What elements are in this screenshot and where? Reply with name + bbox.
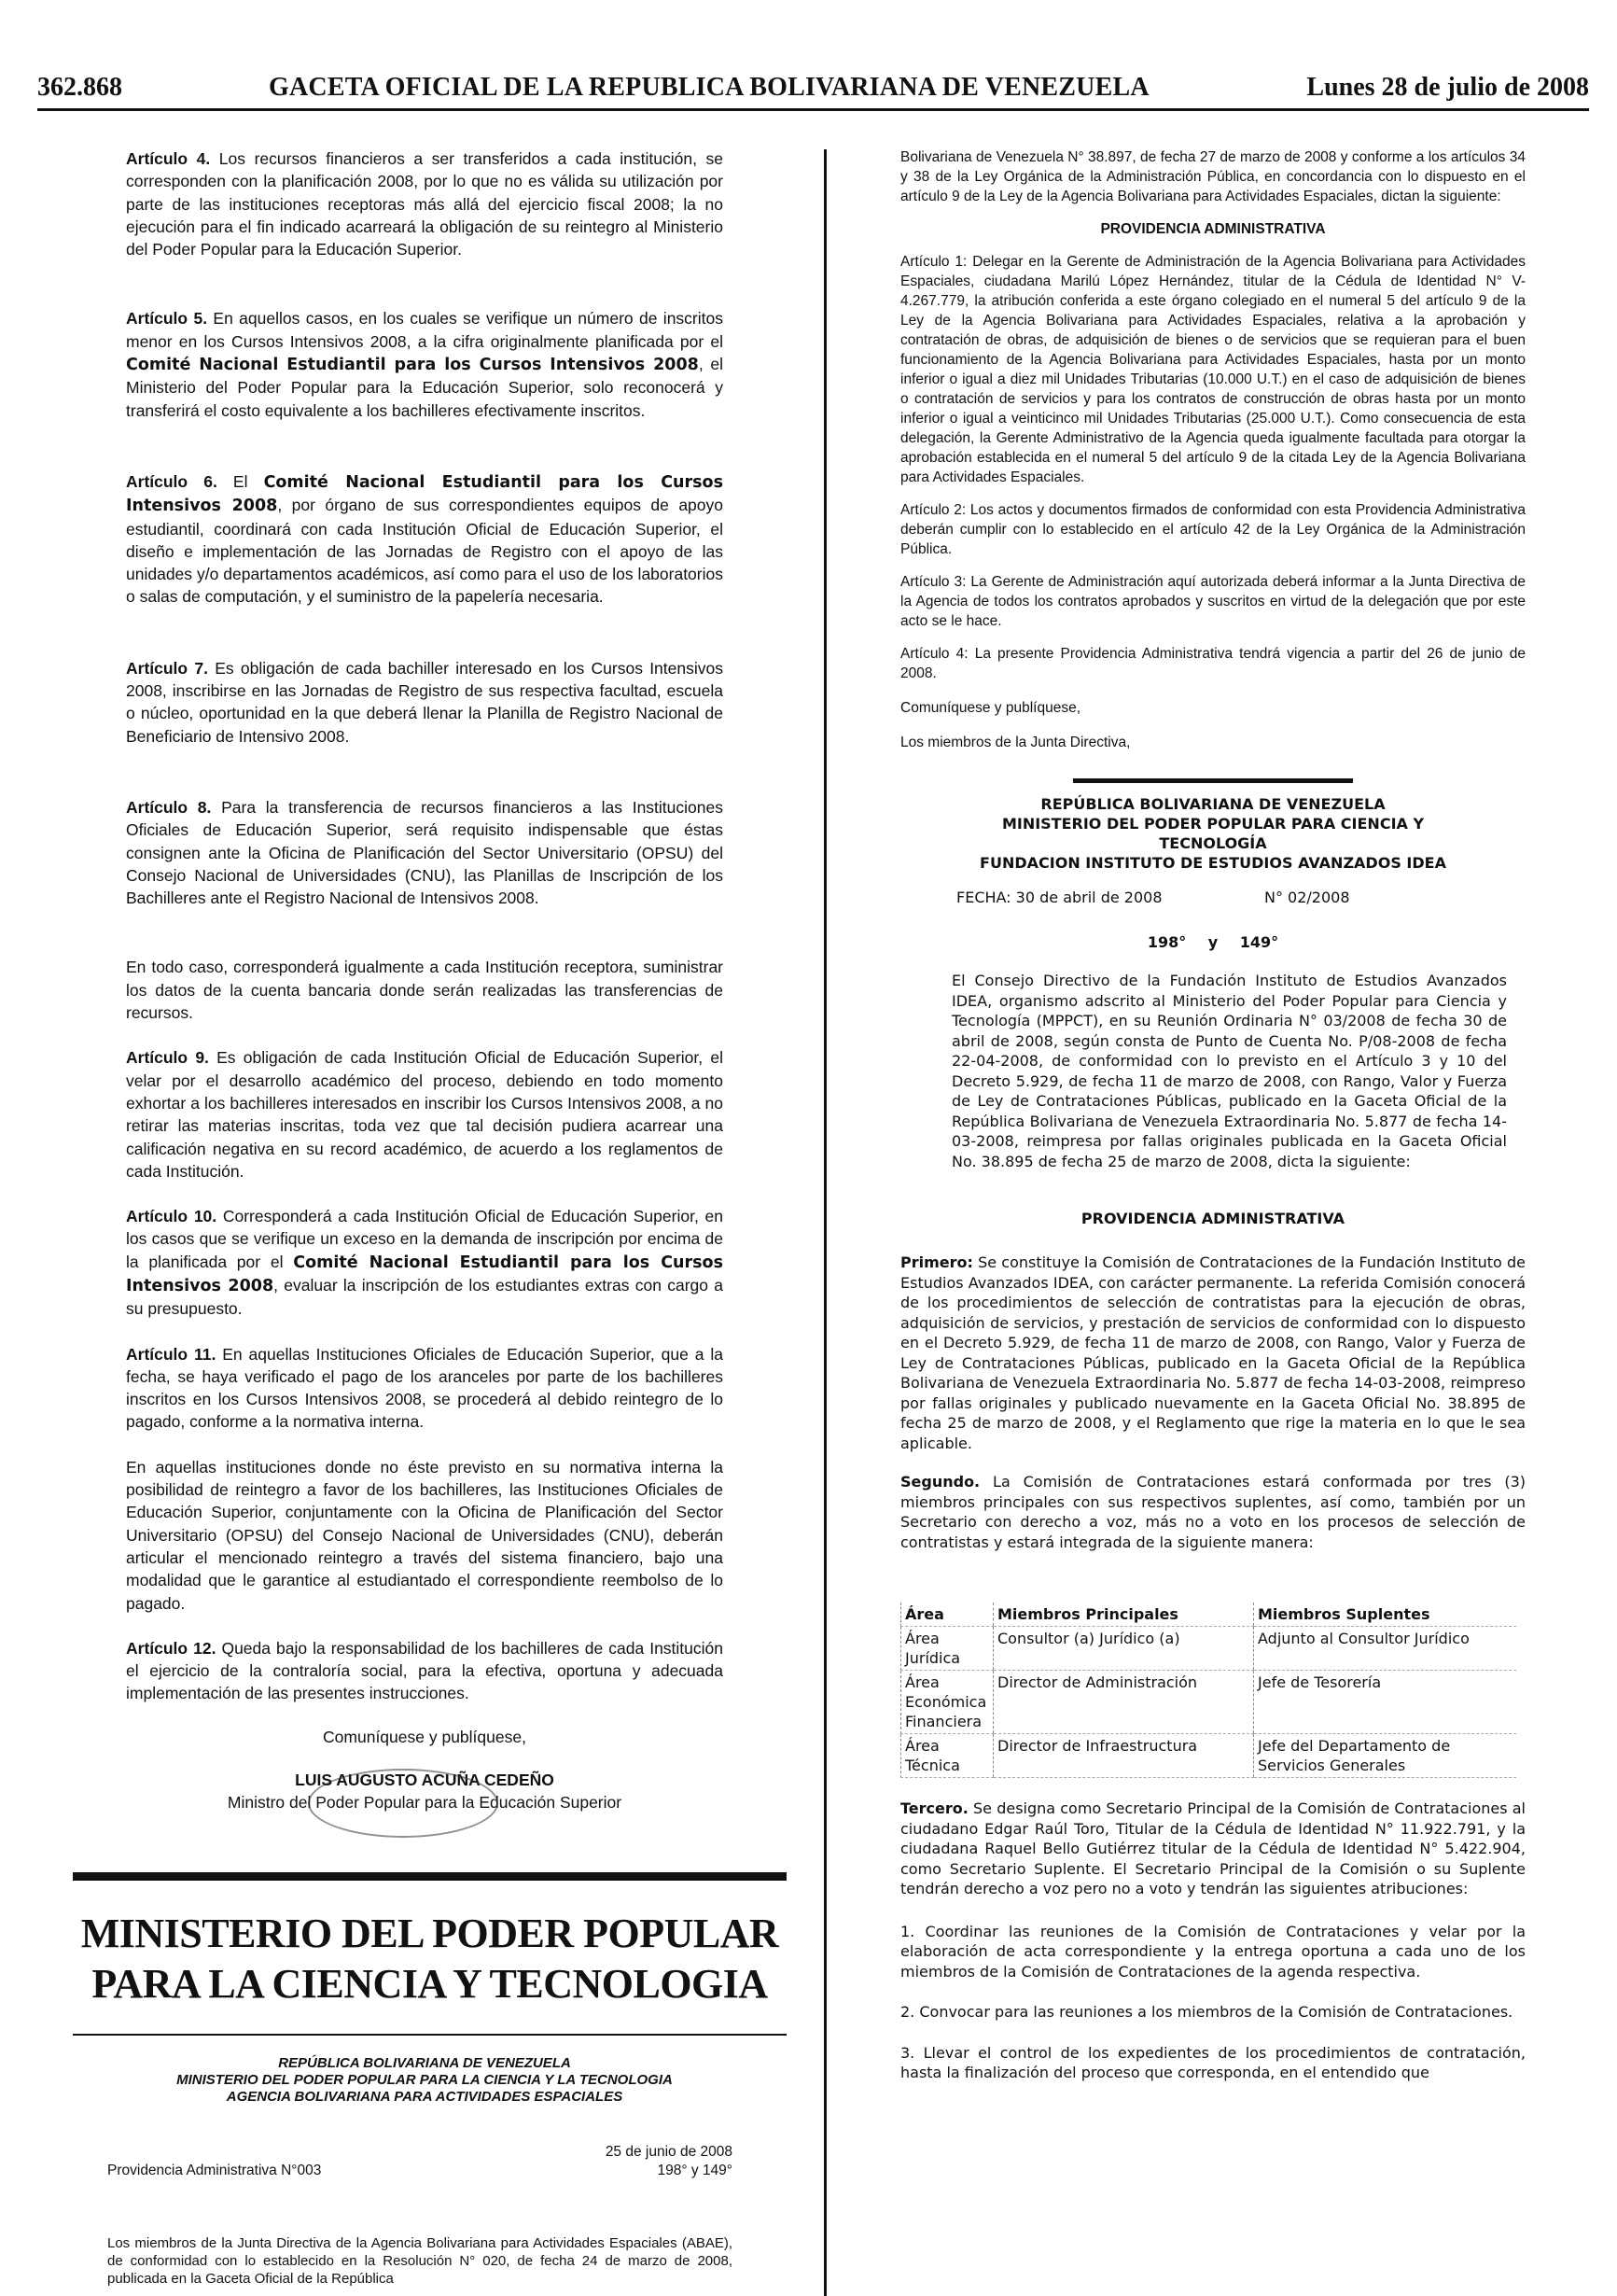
article-7: Artículo 7. Es obligación de cada bachiller interesado en los Cursos Intensivos 2008, inscribirse en las Jornadas de Registro de sus respectiva facultad, escuela o núcleo, oportunidad en la que deberá llenar la Planilla de Registro Nacional de Beneficiario de Intensivo 2008. (126, 658, 723, 746)
idea-years: 198° y 149° (1147, 933, 1279, 951)
signer-name: LUIS AUGUSTO ACUÑA CEDEÑO (295, 1771, 554, 1790)
abae-republic: REPÚBLICA BOLIVARIANA DE VENEZUELA (278, 2055, 571, 2071)
idea-segundo: Segundo. La Comisión de Contrataciones estará conformada por tres (3) miembros principales con sus respectivos suplentes, así como, también por un Secretario con derecho a voz, más no a voto en los procesos de selección de contratistas y estará integrada de la siguiente manera: (900, 1473, 1526, 1551)
section-rule (1073, 778, 1353, 783)
right-column (900, 147, 1526, 2083)
abae-closing: Comuníquese y publíquese, (900, 700, 1081, 716)
abae-agency: AGENCIA BOLIVARIANA PARA ACTIVIDADES ESPACIALES (226, 2089, 623, 2105)
table-row (901, 1671, 1517, 1734)
abae-provision-intro: Los miembros de la Junta Directiva de la Agencia Bolivariana para Actividades Espaciales (ABAE), de conformidad con lo establecido en la Resolución N° 020, de fecha 24 de marzo de 2008, publicada en la Gaceta Oficial de la República (107, 2235, 732, 2287)
idea-republic: REPÚBLICA BOLIVARIANA DE VENEZUELA (1040, 795, 1386, 813)
abae-article-2: Artículo 2: Los actos y documentos firmados de conformidad con esta Providencia Administrativa deberán cumplir con lo establecido en el artículo 42 de la Ley Orgánica de la Administración Pública. (900, 502, 1526, 557)
table-row (901, 1734, 1517, 1778)
idea-ministry: MINISTERIO DEL PODER POPULAR PARA CIENCIA Y (1001, 815, 1425, 833)
table-cell: Director de Administración (994, 1671, 1254, 1734)
idea-provision-title: PROVIDENCIA ADMINISTRATIVA (1080, 1210, 1345, 1227)
attribution-1: 1. Coordinar las reuniones de la Comisión de Contrataciones y velar por la elaboración de acta correspondiente y la entrega oportuna a cada uno de los miembros de la Comisión de Contrataciones de la agenda respectiva. (900, 1922, 1526, 1981)
idea-consejo: El Consejo Directivo de la Fundación Instituto de Estudios Avanzados IDEA, organismo adscrito al Ministerio del Poder Popular para Ciencia y Tecnología (MPPCT), en su Reunión Ordinaria N° 03/2008 de fecha 30 de abril de 2008, según consta de Punto de Cuenta No. P/08-2008 de fecha 22-04-2008, de conformidad con lo previsto en el Artículo 3 y 10 del Decreto 5.929, de fecha 11 de marzo de 2008, con Rango, Valor y Fuerza de Ley de Contrataciones Públicas, publicado en la Gaceta Oficial de la República Bolivariana de Venezuela Extraordinaria No. 5.877 de fecha 14-03-2008, reimpresa por fallas originales publicada en la Gaceta Oficial No. 38.895 de fecha 25 de marzo de 2008, dicta la siguiente: (952, 972, 1507, 1170)
signer-title: Ministro del Poder Popular para la Educación Superior (227, 1793, 622, 1813)
abae-board-members: Los miembros de la Junta Directiva, (900, 735, 1131, 750)
table-header-row (901, 1603, 1517, 1627)
article-4: Artículo 4. Los recursos financieros a ser transferidos a cada institución, se corresponden con la planificación 2008, por lo que no es válida su utilización por parte de las instituciones receptoras más allá del ejercicio fiscal 2008; la no ejecución para el fin indicado acarreará la obligación de su reintegro al Ministerio del Poder Popular para la Educación Superior. (126, 149, 723, 259)
article-10: Artículo 10. Corresponderá a cada Institución Oficial de Educación Superior, en los casos que se verifique un exceso en la demanda de inscripción por encima de la planificada por el Comité Nacional Estudiantil para los Cursos Intensivos 2008, evaluar la inscripción de los estudiantes extras con cargo a su presupuesto. (126, 1207, 724, 1319)
table-cell: Adjunto al Consultor Jurídico (1254, 1627, 1517, 1671)
header-rule (37, 108, 1589, 111)
page-header (37, 73, 1589, 110)
column-divider (824, 149, 827, 2296)
abae-ministry: MINISTERIO DEL PODER POPULAR PARA LA CIENCIA Y LA TECNOLOGIA (176, 2072, 673, 2088)
idea-meta (900, 888, 1526, 910)
official-seal (308, 1769, 498, 1838)
commission-table (900, 1603, 1516, 1778)
abae-continuation: Bolivariana de Venezuela N° 38.897, de fecha 27 de marzo de 2008 y conforme a los artículos 34 y 38 de la Ley Orgánica de la Administración Pública, en concordancia con lo dispuesto en el artículo 9 de la Ley de la Agencia Bolivariana para Actividades Espaciales, dictan la siguiente: (900, 149, 1526, 204)
issue-date: Lunes 28 de julio de 2008 (1306, 73, 1589, 102)
article-5: Artículo 5. En aquellos casos, en los cuales se verifique un número de inscritos menor en los Cursos Intensivos 2008, a la cifra originalmente planificada por el Comité Nacional Estudiantil para los Cursos Intensivos 2008, el Ministerio del Poder Popular para la Educación Superior, solo reconocerá y transferirá el costo equivalente a los bachilleres efectivamente inscritos. (126, 309, 723, 420)
article-6: Artículo 6. El Comité Nacional Estudiantil para los Cursos Intensivos 2008, por órgano de sus correspondientes equipos de apoyo estudiantil, coordinará con cada Institución Oficial de Educación Superior, el diseño e implementación de las Jornadas de Registro con el apoyo de las unidades y/o departamentos académicos, así como para el uso de los laboratorios o salas de computación, y el suministro de la papelería necesaria. (126, 471, 724, 607)
table-cell: Consultor (a) Jurídico (a) (994, 1627, 1254, 1671)
table-cell: Área Jurídica (901, 1627, 994, 1671)
left-column (126, 147, 723, 1814)
article-9: Artículo 9. Es obligación de cada Institución Oficial de Educación Superior, el velar por el desarrollo académico del proceso, debiendo en todo momento exhortar a los bachilleres interesados en inscribir los Cursos Intensivos 2008, a no retirar las materias inscritas, toda vez que tal decisión pudiera acarrear una calificación negativa en su record académico, de acuerdo a los reglamentos de cada Institución. (126, 1048, 723, 1181)
table-cell: Jefe de Tesorería (1254, 1671, 1517, 1734)
attribution-2: 2. Convocar para las reuniones a los miembros de la Comisión de Contrataciones. (900, 2003, 1513, 2021)
gazette-title: GACETA OFICIAL DE LA REPUBLICA BOLIVARIANA DE VENEZUELA (269, 73, 1150, 102)
article-8-extra: En todo caso, corresponderá igualmente a cada Institución receptora, suministrar los datos de la cuenta bancaria donde serán realizadas las transferencias de recursos. (126, 958, 723, 1023)
idea-heading (900, 794, 1526, 873)
ministry-title-line1: MINISTERIO DEL PODER POPULAR (80, 1911, 779, 1956)
article-11: Artículo 11. En aquellas Instituciones Oficiales de Educación Superior, que a la fecha, se haya verificado el pago de los aranceles por parte de los bachilleres inscritos en los Cursos Intensivos 2008, se procederá al debido reintegro de lo pagado, conforme a la normativa interna. (126, 1344, 723, 1432)
table-row (901, 1627, 1517, 1671)
ministry-banner (73, 1872, 787, 2036)
abae-provision-number: Providencia Administrativa N°003 (107, 2163, 322, 2178)
abae-article-1: Artículo 1: Delegar en la Gerente de Administración de la Agencia Bolivariana para Actividades Espaciales, ciudadana Marilú López Hernández, titular de la Cédula de Identidad N° V- 4.267.779, la atribución conferida a este órgano colegiado en el numeral 5 del artículo 9 de la Ley de la Agencia Bolivariana para Actividades Espaciales, relativa a la aprobación y contratación de obras, de adquisición de bienes o de servicios que se requieran para el buen funcionamiento de la Agencia Bolivariana para Actividades Espaciales, hasta por un monto inferior o igual a diez mil Unidades Tributarias (10.000 U.T.) en el caso de adquisición de bienes o contratación de servicios y para los contratos de construcción de obras hasta por un monto inferior o igual a veinticinco mil Unidades Tributarias (25.000 U.T.). Como consecuencia de esta delegación, la Gerente Administrativo de la Agencia queda igualmente facultada para otorgar la aprobación establecida en el numeral 5 del artículo 9 de la citada Ley de la Agencia Bolivariana para Actividades Espaciales. (900, 254, 1526, 485)
attribution-3: 3. Llevar el control de los expedientes de los procedimientos de contratación, hasta la finalización del proceso que corresponda, en el entendido que (900, 2043, 1526, 2081)
article-8: Artículo 8. Para la transferencia de recursos financieros a las Instituciones Oficiales de Educación Superior, será requisito indispensable que éstas consignen ante la Oficina de Planificación del Sector Universitario (OPSU) del Consejo Nacional de Universidades (CNU), las Planillas de Inscripción de los Bachilleres ante el Registro Nacional de Intensivos 2008. (126, 797, 723, 908)
abae-provision-title: PROVIDENCIA ADMINISTRATIVA (1100, 221, 1326, 237)
abae-article-4: Artículo 4: La presente Providencia Administrativa tendrá vigencia a partir del 26 de junio de 2008. (900, 646, 1526, 681)
abae-article-3: Artículo 3: La Gerente de Administración aquí autorizada deberá informar a la Junta Directiva de la Agencia de todos los contratos aprobados y suscritos en virtud de la delegación que por este acto se le hace. (900, 574, 1526, 629)
abae-provision-meta (107, 2143, 732, 2197)
ministry-title-line2: PARA LA CIENCIA Y TECNOLOGIA (91, 1961, 768, 2007)
idea-date: FECHA: 30 de abril de 2008 (956, 889, 1163, 906)
banner-rule-top (73, 1872, 787, 1881)
table-cell: Jefe del Departamento de Servicios Generales (1254, 1734, 1517, 1778)
idea-number: N° 02/2008 (1264, 889, 1350, 906)
article-11-extra: En aquellas instituciones donde no éste previsto en su normativa interna la posibilidad de reintegro a favor de los bachilleres, las Instituciones Oficiales de Educación Superior, conjuntamente con la Oficina de Planificación del Sector Universitario (OPSU) del Consejo Nacional de Universidades (CNU), deberán articular el mencionado reintegro a través del sistema financiero, bajo una modalidad que le garantice al estudiantado el correspondiente reembolso de lo pagado. (126, 1457, 723, 1613)
table-header: Área (901, 1603, 994, 1627)
abae-section (107, 2055, 732, 2288)
table-header: Miembros Suplentes (1254, 1603, 1517, 1627)
abae-provision-date: 25 de junio de 2008 (605, 2144, 732, 2160)
banner-rule-bottom (73, 2034, 787, 2036)
article-12: Artículo 12. Queda bajo la responsabilidad de los bachilleres de cada Institución el ejercicio de la contraloría social, para la efectiva, oportuna y adecuada implementación de las presentes instrucciones. (126, 1638, 723, 1703)
closing-formula: Comuníquese y publíquese, (323, 1727, 526, 1746)
idea-primero: Primero: Se constituye la Comisión de Contrataciones de la Fundación Instituto de Estudios Avanzados IDEA, con carácter permanente. La referida Comisión conocerá de los procedimientos de selección de contratistas para la ejecución de obras, adquisición de servicios, y prestación de servicios de conformidad con lo dispuesto en el Decreto 5.929, de fecha 11 de marzo de 2008, con Rango, Valor y Fuerza de Ley de Contrataciones Públicas, publicado en la Gaceta Oficial de la República Bolivariana de Venezuela Extraordinaria No. 5.877 de fecha 14-03-2008, reimpreso por fallas originales y publicado nuevamente en la Gaceta Oficial No. 38.895 de fecha 25 de marzo de 2008, y el Reglamento que rige la materia en lo que le sea aplicable. (900, 1253, 1526, 1452)
abae-provision-years: 198° y 149° (657, 2163, 732, 2178)
table-cell: Área Técnica (901, 1734, 994, 1778)
idea-tercero: Tercero. Se designa como Secretario Principal de la Comisión de Contrataciones al ciudadano Edgar Raúl Toro, Titular de la Cédula de Identidad N° 11.922.791, y la ciudadana Raquel Bello Gutiérrez titular de la Cédula de Identidad N° 5.422.904, como Secretario Suplente. El Secretario Principal de la Comisión o su Suplente tendrán derecho a voz pero no a voto y tendrán las siguientes atribuciones: (900, 1799, 1526, 1897)
table-cell: Área Económica Financiera (901, 1671, 994, 1734)
table-cell: Director de Infraestructura (994, 1734, 1254, 1778)
idea-foundation: FUNDACION INSTITUTO DE ESTUDIOS AVANZADOS IDEA (980, 854, 1446, 872)
page-number: 362.868 (37, 73, 122, 102)
table-header: Miembros Principales (994, 1603, 1254, 1627)
idea-ministry-cont: TECNOLOGÍA (1159, 834, 1267, 852)
